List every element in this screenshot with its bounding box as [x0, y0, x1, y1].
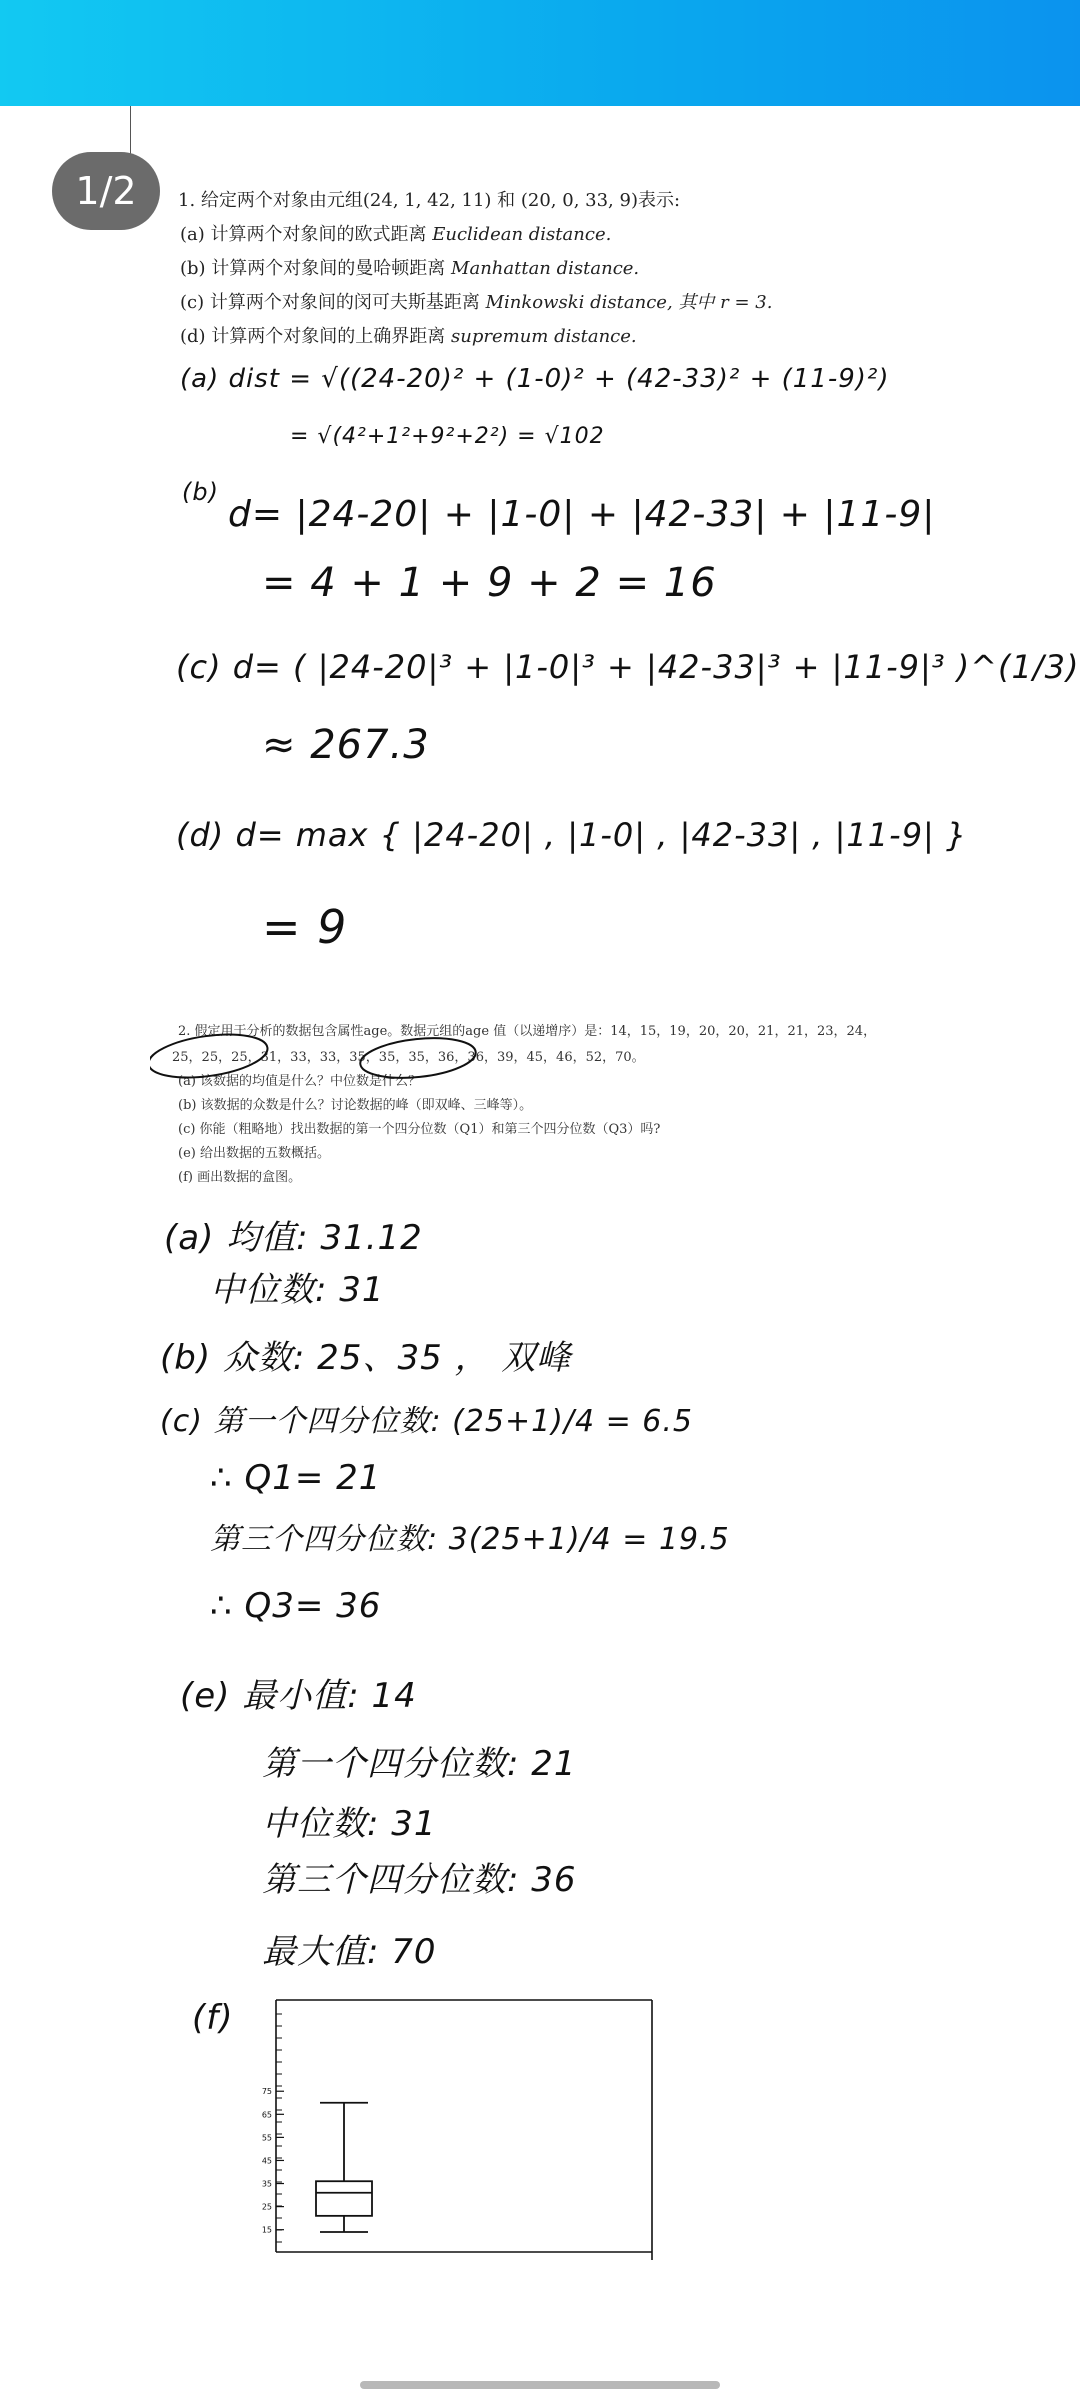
- home-indicator[interactable]: [360, 2381, 720, 2389]
- q2-answer-f-label: (f): [192, 1998, 234, 2038]
- q2-answer-e-line1: (e) 最小值: 14: [180, 1676, 417, 1716]
- q2-item-e: (e) 给出数据的五数概括。: [178, 1146, 330, 1161]
- y-tick-label-65: 65: [261, 2110, 272, 2120]
- q1-answer-b-line2: = 4 + 1 + 9 + 2 = 16: [262, 560, 717, 606]
- q1-item-c-term: Minkowski distance, 其中 r = 3.: [485, 292, 773, 313]
- q1-item-b: [180, 254, 639, 280]
- q2-stem-line2: 25，25，25，31，33，33，35，35，35，36，36，39，45，46，52，70。: [172, 1050, 645, 1065]
- y-tick-label-25: 25: [261, 2202, 272, 2212]
- q1-answer-a-line1: (a) dist = √((24-20)² + (1-0)² + (42-33)² + (11-9)²): [180, 364, 890, 394]
- y-tick-label-55: 55: [261, 2133, 272, 2143]
- q2-item-c: (c) 你能（粗略地）找出数据的第一个四分位数（Q1）和第三个四分位数（Q3）吗?: [178, 1122, 661, 1137]
- y-tick-label-75: 75: [261, 2087, 272, 2097]
- q2-answer-e-line2: 第一个四分位数: 21: [262, 1744, 577, 1784]
- q1-answer-d-line1: (d) d= max { |24-20| , |1-0| , |42-33| , |11-9| }: [176, 816, 968, 854]
- q1-item-b-label: (b) 计算两个对象间的曼哈顿距离: [180, 258, 446, 279]
- y-tick-label-15: 15: [261, 2225, 272, 2235]
- pen-circle-marks: [150, 1018, 510, 1082]
- q2-answer-c-line1: (c) 第一个四分位数: (25+1)/4 = 6.5: [160, 1404, 694, 1439]
- q1-item-b-term: Manhattan distance.: [451, 258, 640, 279]
- page-indicator[interactable]: 1/2: [52, 152, 160, 230]
- q2-answer-e-line4: 第三个四分位数: 36: [262, 1860, 577, 1900]
- q2-answer-c-line2: ∴ Q1= 21: [210, 1458, 382, 1498]
- q2-item-a: (a) 该数据的均值是什么？中位数是什么？: [178, 1074, 422, 1089]
- q1-item-d-term: supremum distance.: [451, 326, 637, 347]
- y-tick-label-35: 35: [261, 2179, 272, 2189]
- q1-item-a-term: Euclidean distance.: [432, 224, 612, 245]
- q2-answer-a-line2: 中位数: 31: [210, 1270, 385, 1310]
- q1-item-d-label: (d) 计算两个对象间的上确界距离: [180, 326, 446, 347]
- box-plot-chart: [240, 1990, 660, 2260]
- q1-item-a: [180, 220, 611, 246]
- q1-item-d: [180, 322, 637, 348]
- pen-circle-35: [358, 1033, 477, 1082]
- iqr-box: [316, 2181, 372, 2216]
- q1-answer-b-line1: d= |24-20| + |1-0| + |42-33| + |11-9|: [228, 494, 936, 535]
- q1-item-c: [180, 288, 772, 314]
- q1-item-a-label: (a) 计算两个对象间的欧式距离: [180, 224, 427, 245]
- q2-stem-line1: 2. 假定用于分析的数据包含属性age。数据元组的age 值（以递增序）是：14，15，19，20，20，21，21，23，24，: [178, 1024, 877, 1039]
- q2-answer-c-line4: ∴ Q3= 36: [210, 1586, 382, 1626]
- q1-item-c-label: (c) 计算两个对象间的闵可夫斯基距离: [180, 292, 480, 313]
- q2-item-f: (f) 画出数据的盒图。: [178, 1170, 302, 1185]
- q1-answer-c-line1: (c) d= ( |24-20|³ + |1-0|³ + |42-33|³ + |11-9|³ )^(1/3): [176, 648, 1080, 686]
- q2-answer-e-line3: 中位数: 31: [262, 1804, 437, 1844]
- y-tick-label-45: 45: [261, 2156, 272, 2166]
- q1-stem: 1. 给定两个对象由元组(24, 1, 42, 11) 和 (20, 0, 33, 9)表示:: [178, 190, 681, 211]
- q1-answer-a-line2: = √(4²+1²+9²+2²) = √102: [290, 424, 605, 449]
- q1-answer-c-line2: ≈ 267.3: [262, 722, 430, 768]
- q1-answer-d-line2: = 9: [262, 900, 348, 954]
- q1-answer-b-label: (b): [182, 478, 219, 506]
- q2-answer-b-line1: (b) 众数: 25、35 ， 双峰: [160, 1338, 572, 1378]
- viewer-top-bar: [0, 0, 1080, 106]
- pen-circle-25: [150, 1028, 270, 1082]
- q2-answer-a-line1: (a) 均值: 31.12: [164, 1218, 423, 1258]
- q2-answer-c-line3: 第三个四分位数: 3(25+1)/4 = 19.5: [210, 1522, 730, 1557]
- q2-answer-e-line5: 最大值: 70: [262, 1932, 437, 1972]
- q2-item-b: (b) 该数据的众数是什么？讨论数据的峰（即双峰、三峰等）。: [178, 1098, 533, 1113]
